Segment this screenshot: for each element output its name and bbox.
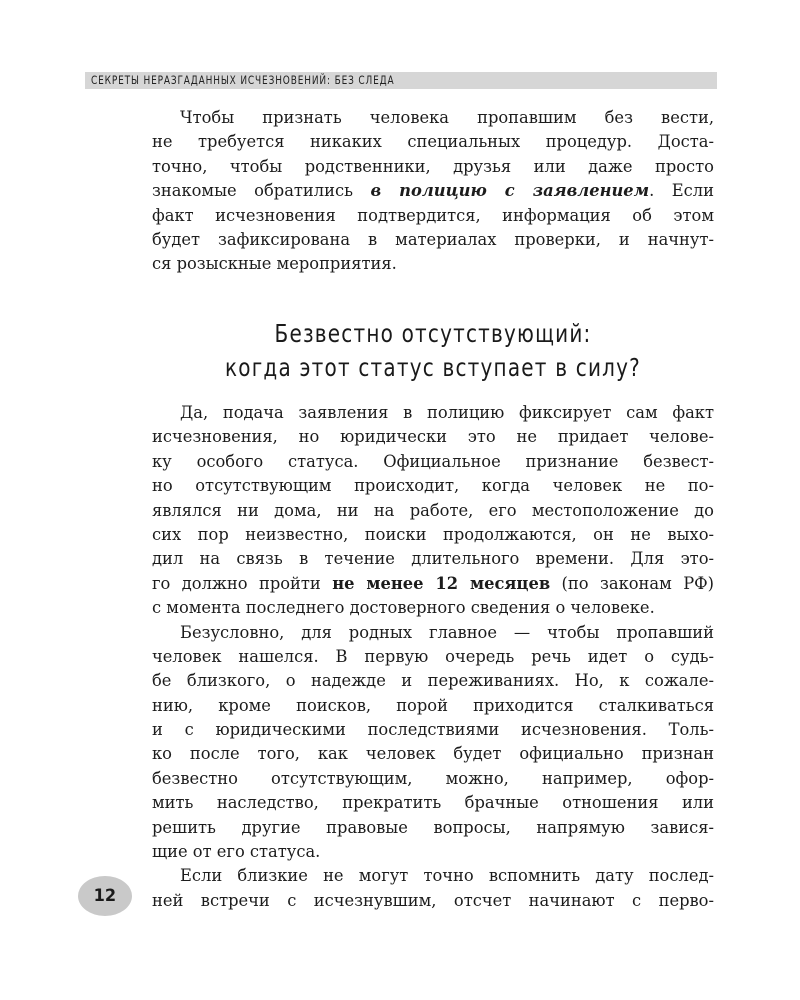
- bold-text: не менее 12 месяцев: [332, 573, 551, 593]
- section-heading-line-2: когда этот статус вступает в силу?: [225, 353, 641, 382]
- text-line: мить наследство, прекратить брачные отношения или: [152, 793, 714, 813]
- text-line: точно, чтобы родственники, друзья или даже просто: [152, 156, 714, 176]
- text-line: дил на связь в течение длительного времени. Для это-: [152, 549, 714, 569]
- text-line: не требуется никаких специальных процедур. Доста-: [152, 132, 714, 152]
- text-line: исчезновения, но юридически это не придает челове-: [152, 427, 714, 447]
- section-heading-line-1: Безвестно отсутствующий:: [274, 319, 592, 348]
- running-header: [85, 72, 717, 89]
- text-line: ко после того, как человек будет официально признан: [152, 744, 714, 764]
- text-line: и с юридическими последствиями исчезновения. Толь-: [152, 720, 714, 740]
- text-line: ней встречи с исчезнувшим, отсчет начинают с перво-: [152, 890, 714, 910]
- emphasis-text: в полицию с заявлением: [370, 181, 650, 201]
- text-line: Да, подача заявления в полицию фиксирует сам факт: [180, 403, 714, 422]
- page-number: 12: [93, 885, 117, 906]
- text-fragment: го должно пройти: [152, 573, 333, 593]
- paragraph-3: [152, 864, 714, 913]
- text-line: безвестно отсутствующим, можно, например, офор-: [152, 768, 714, 788]
- text-line: Если близкие не могут точно вспомнить дату послед-: [180, 866, 714, 886]
- text-line: щие от его статуса.: [152, 842, 321, 862]
- text-line: факт исчезновения подтвердится, информация об этом: [152, 205, 714, 225]
- text-line: человек нашелся. В первую очередь речь идет о судь-: [152, 646, 714, 666]
- text-line: ку особого статуса. Официальное признание безвест-: [152, 451, 714, 471]
- text-line: с момента последнего достоверного сведения о человеке.: [152, 598, 655, 618]
- text-line: Чтобы признать человека пропавшим без вести,: [180, 108, 714, 127]
- text-line: нию, кроме поисков, порой приходится сталкиваться: [152, 695, 714, 715]
- text-fragment: (по законам РФ): [550, 573, 714, 593]
- text-fragment: знакомые обратились: [152, 181, 371, 201]
- text-line: бе близкого, о надежде и переживаниях. Но, к сожале-: [152, 671, 714, 691]
- intro-paragraph: [152, 106, 714, 277]
- paragraph-1: [152, 401, 714, 621]
- text-line: но отсутствующим происходит, когда человек не по-: [152, 476, 714, 496]
- body-text: [152, 401, 714, 913]
- running-header-title: СЕКРЕТЫ НЕРАЗГАДАННЫХ ИСЧЕЗНОВЕНИЙ: БЕЗ СЛЕДА: [91, 73, 395, 87]
- paragraph-2: [152, 621, 714, 865]
- text-line: [152, 572, 714, 596]
- text-line: решить другие правовые вопросы, напрямую завися-: [152, 817, 714, 837]
- text-line: ся розыскные мероприятия.: [152, 254, 397, 274]
- text-fragment: . Если: [649, 181, 714, 201]
- text-line: будет зафиксирована в материалах проверки, и начнут-: [152, 229, 714, 249]
- page-number-badge: [78, 876, 132, 916]
- text-line: Безусловно, для родных главное — чтобы пропавший: [180, 622, 714, 642]
- text-line: сих пор неизвестно, поиски продолжаются, он не выхо-: [152, 524, 714, 544]
- text-line: [152, 179, 714, 203]
- section-heading: [152, 317, 714, 385]
- text-line: являлся ни дома, ни на работе, его местоположение до: [152, 500, 714, 520]
